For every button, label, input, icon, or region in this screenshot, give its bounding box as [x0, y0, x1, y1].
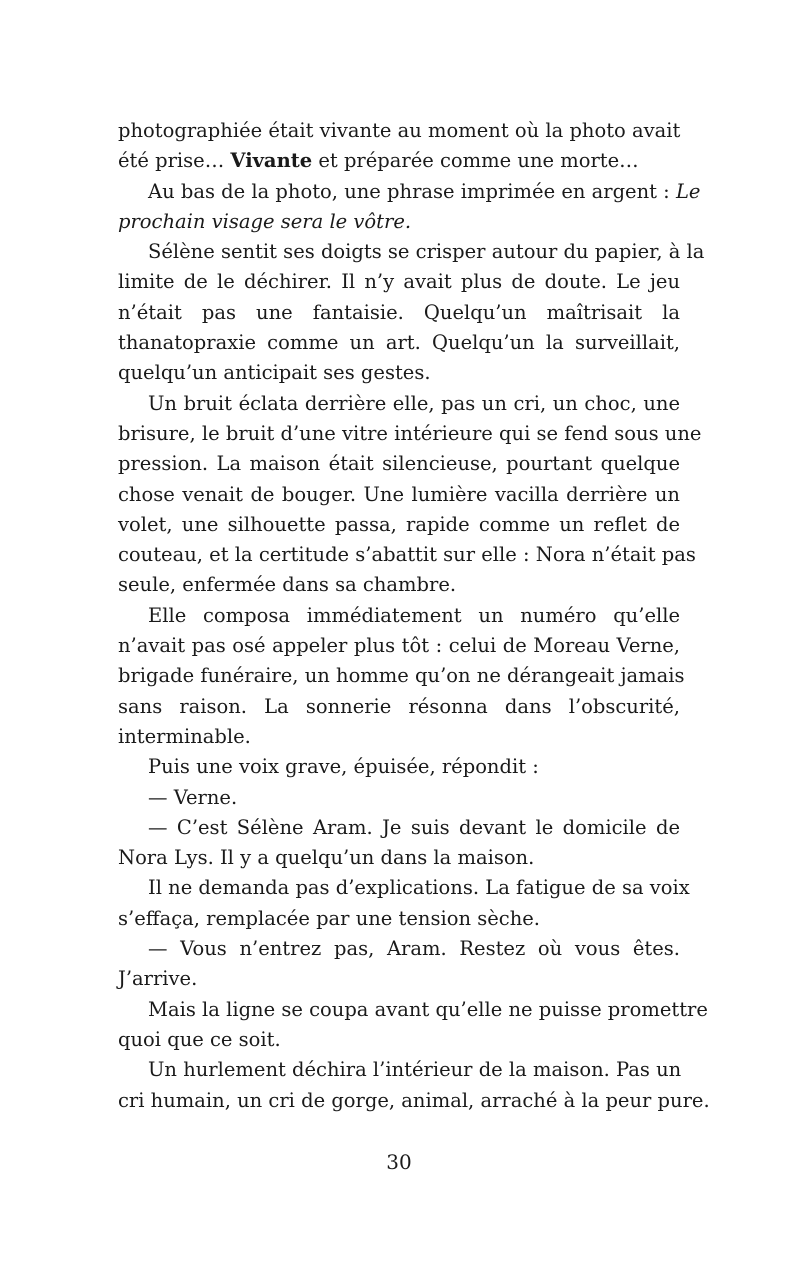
- text-line: [118, 419, 702, 449]
- bold-text: Vivante: [230, 149, 313, 173]
- text-segment: Elle composa immédiatement un numéro qu’elle: [148, 603, 680, 627]
- text-segment: sans raison. La sonnerie résonna dans l’obscurité,: [118, 694, 680, 718]
- text-segment: — C’est Sélène Aram. Je suis devant le domicile de: [148, 815, 680, 839]
- text-segment: Il ne demanda pas d’explications. La fatigue de sa voix: [148, 876, 690, 900]
- text-line: [118, 207, 680, 237]
- text-segment: Nora Lys. Il y a quelqu’un dans la maison.: [118, 846, 535, 870]
- text-line: [118, 1055, 680, 1085]
- text-line: [118, 1086, 710, 1116]
- text-line: [118, 540, 696, 570]
- text-segment: — Vous n’entrez pas, Aram. Restez où vous êtes.: [148, 937, 680, 961]
- text-segment: pression. La maison était silencieuse, pourtant quelque: [118, 452, 680, 476]
- text-line: [118, 298, 680, 328]
- text-line: [118, 601, 680, 631]
- text-line: [118, 1025, 680, 1055]
- text-line: [118, 177, 701, 207]
- text-line: [118, 631, 680, 661]
- text-segment: Puis une voix grave, épuisée, répondit :: [148, 755, 539, 779]
- text-line: [118, 964, 680, 994]
- text-segment: Mais la ligne se coupa avant qu’elle ne puisse promettre: [148, 997, 708, 1021]
- text-line: [118, 237, 705, 267]
- text-segment: chose venait de bouger. Une lumière vacilla derrière un: [118, 482, 680, 506]
- text-segment: été prise…: [118, 149, 231, 173]
- text-line: [118, 328, 680, 358]
- text-segment: et préparée comme une morte…: [312, 149, 639, 173]
- text-segment: J’arrive.: [118, 967, 198, 991]
- text-segment: brigade funéraire, un homme qu’on ne dérangeait jamais: [118, 664, 685, 688]
- text-line: [118, 510, 680, 540]
- text-segment: n’avait pas osé appeler plus tôt : celui de Moreau Verne,: [118, 634, 680, 658]
- text-segment: thanatopraxie comme un art. Quelqu’un la surveillait,: [118, 331, 680, 355]
- text-line: [118, 358, 680, 388]
- text-line: [118, 389, 680, 419]
- text-line: [118, 934, 680, 964]
- italic-text: Le: [675, 179, 701, 203]
- italic-text: prochain visage sera le vôtre.: [118, 209, 412, 233]
- text-segment: brisure, le bruit d’une vitre intérieure qui se fend sous une: [118, 421, 702, 445]
- text-segment: Sélène sentit ses doigts se crisper autour du papier, à la: [148, 240, 705, 264]
- text-line: [118, 722, 680, 752]
- text-line: [118, 449, 680, 479]
- text-segment: Un hurlement déchira l’intérieur de la maison. Pas un: [148, 1058, 682, 1082]
- text-segment: seule, enfermée dans sa chambre.: [118, 573, 457, 597]
- text-segment: interminable.: [118, 724, 251, 748]
- page-number: 30: [386, 1150, 412, 1174]
- text-segment: Un bruit éclata derrière elle, pas un cri, un choc, une: [148, 391, 680, 415]
- text-segment: quoi que ce soit.: [118, 1027, 281, 1051]
- text-line: [118, 813, 680, 843]
- text-segment: volet, une silhouette passa, rapide comme un reflet de: [118, 512, 680, 536]
- text-line: [118, 995, 708, 1025]
- text-segment: cri humain, un cri de gorge, animal, arraché à la peur pure.: [118, 1088, 710, 1112]
- text-line: [118, 783, 680, 813]
- text-segment: — Verne.: [148, 785, 238, 809]
- text-segment: Au bas de la photo, une phrase imprimée en argent :: [148, 179, 676, 203]
- body-text: [118, 116, 710, 1116]
- text-segment: s’effaça, remplacée par une tension sèche.: [118, 906, 540, 930]
- text-line: [118, 843, 680, 873]
- text-segment: quelqu’un anticipait ses gestes.: [118, 361, 431, 385]
- text-line: [118, 570, 680, 600]
- text-line: [118, 904, 680, 934]
- text-segment: couteau, et la certitude s’abattit sur elle : Nora n’était pas: [118, 543, 696, 567]
- text-segment: limite de le déchirer. Il n’y avait plus de doute. Le jeu: [118, 270, 680, 294]
- text-line: [118, 146, 680, 176]
- text-line: [118, 480, 680, 510]
- text-line: [118, 661, 685, 691]
- text-line: [118, 692, 680, 722]
- text-segment: n’était pas une fantaisie. Quelqu’un maîtrisait la: [118, 300, 680, 324]
- text-line: [118, 267, 680, 297]
- text-line: [118, 116, 680, 146]
- text-line: [118, 752, 680, 782]
- text-line: [118, 873, 690, 903]
- text-segment: photographiée était vivante au moment où la photo avait: [118, 119, 681, 142]
